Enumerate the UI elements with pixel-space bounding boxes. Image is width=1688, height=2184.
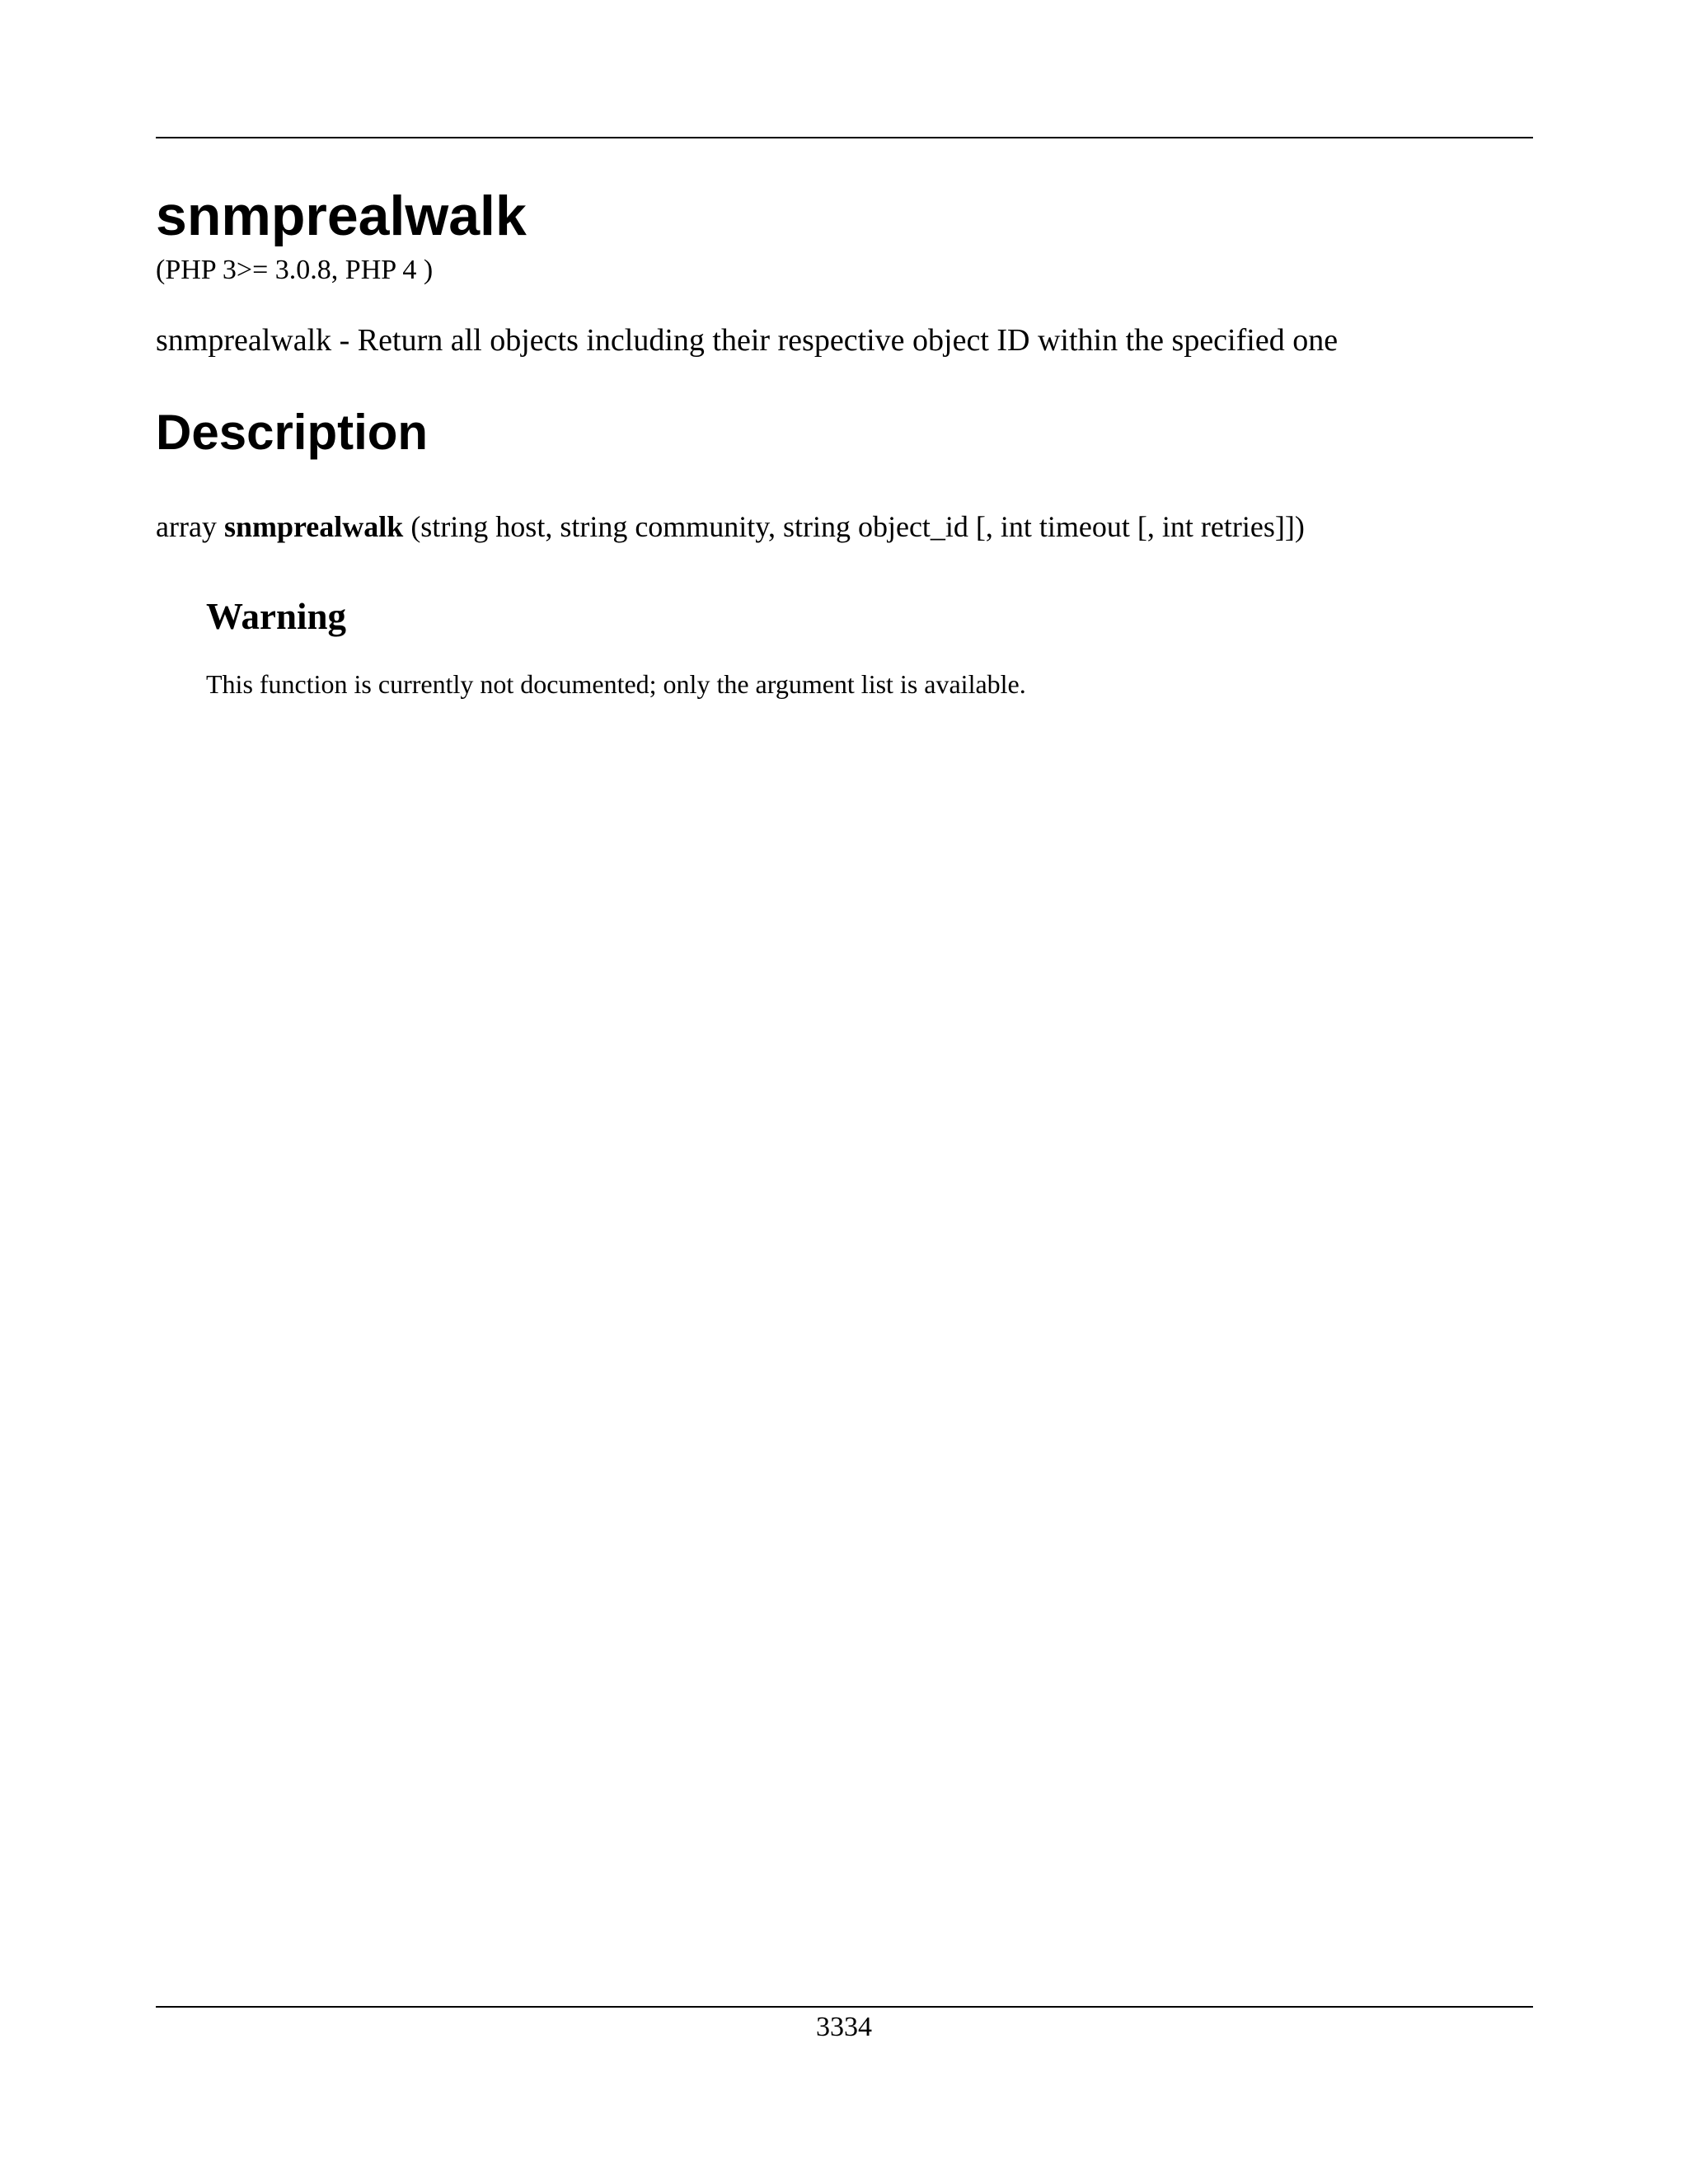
warning-heading: Warning [206,596,347,637]
footer-divider [156,2006,1533,2008]
page-title: snmprealwalk [156,185,527,247]
warning-text: This function is currently not documented; only the argument list is available. [206,669,1026,699]
function-purpose: snmprealwalk - Return all objects including their respective object ID within the specified one [156,323,1339,358]
function-synopsis [156,512,1305,541]
synopsis-params: (string host, string community, string object_id [, int timeout [, int retries]]) [410,510,1305,543]
version-info: (PHP 3>= 3.0.8, PHP 4 ) [156,255,434,285]
header-divider [156,137,1533,138]
description-heading: Description [156,405,429,460]
synopsis-return-type: array [156,510,217,543]
synopsis-function-name: snmprealwalk [223,510,404,543]
page-number: 3334 [816,2012,872,2042]
